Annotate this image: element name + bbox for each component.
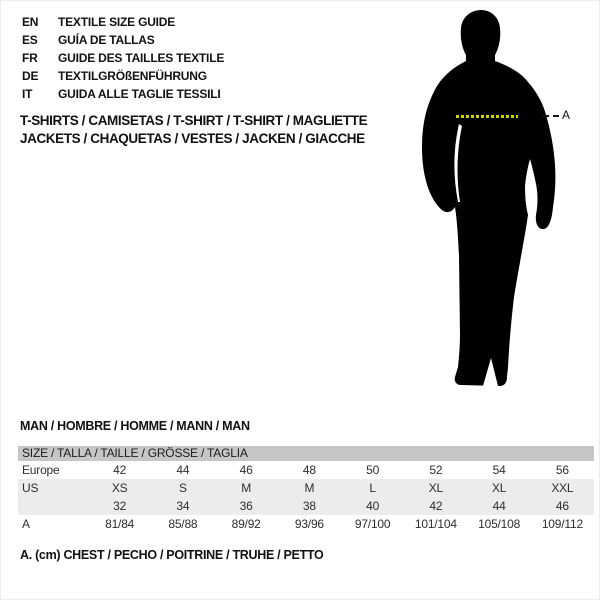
table-row-label: US [22,481,39,495]
section-title-man: MAN / HOMBRE / HOMME / MANN / MAN [20,419,250,433]
table-cell: 32 [113,499,127,513]
language-code: DE [22,69,39,83]
table-cell: 52 [429,463,443,477]
table-cell: 50 [366,463,380,477]
table-row-label: A [22,517,30,531]
language-label: TEXTILE SIZE GUIDE [58,15,176,29]
table-cell: 93/96 [294,517,324,531]
table-cell: 40 [366,499,380,513]
table-cell: 38 [302,499,316,513]
category-line-tshirts: T-SHIRTS / CAMISETAS / T-SHIRT / T-SHIRT / MAGLIETTE [20,113,368,128]
table-cell: M [241,481,252,495]
table-row [18,515,594,533]
language-code: ES [22,33,38,47]
table-cell: 109/112 [541,517,583,531]
size-table-body [18,461,594,533]
table-cell: 34 [176,499,190,513]
language-label: GUIDE DES TAILLES TEXTILE [58,51,225,65]
category-line-jackets: JACKETS / CHAQUETAS / VESTES / JACKEN / GIACCHE [20,131,365,146]
table-cell: 46 [555,499,569,513]
table-cell: S [178,481,187,495]
table-row [18,461,594,479]
table-cell: 36 [239,499,253,513]
language-code: EN [22,15,39,29]
chest-measure-line [456,115,518,118]
language-label: TEXTILGRÖßENFÜHRUNG [58,69,207,83]
table-cell: 44 [492,499,506,513]
man-silhouette [415,8,565,393]
table-cell: 97/100 [354,517,391,531]
table-cell: M [304,481,315,495]
language-code: IT [22,87,33,101]
table-cell: 46 [239,463,253,477]
table-row [18,497,594,515]
measurement-footnote: A. (cm) CHEST / PECHO / POITRINE / TRUHE / PETTO [20,548,324,562]
size-table [18,446,594,533]
table-cell: 42 [113,463,127,477]
table-cell: 56 [555,463,569,477]
table-cell: 85/88 [168,517,198,531]
table-row-label: Europe [22,463,60,477]
language-label: GUIDA ALLE TAGLIE TESSILI [58,87,221,101]
table-cell: 54 [492,463,506,477]
table-cell: 105/108 [478,517,521,531]
measure-label-a: A [562,108,570,122]
table-cell: L [369,481,376,495]
table-cell: 81/84 [105,517,135,531]
table-cell: 48 [302,463,316,477]
table-cell: XL [428,481,444,495]
table-cell: 101/104 [414,517,457,531]
table-cell: XS [111,481,128,495]
table-cell: XL [491,481,507,495]
size-table-header: SIZE / TALLA / TAILLE / GRÖSSE / TAGLIA [18,446,594,461]
language-code: FR [22,51,38,65]
table-cell: 89/92 [231,517,261,531]
measure-leader-line [543,115,559,117]
table-cell: 42 [429,499,443,513]
language-label: GUÍA DE TALLAS [58,33,155,47]
table-cell: XXL [551,481,574,495]
table-row [18,479,594,497]
table-cell: 44 [176,463,190,477]
table-row-label [18,497,88,515]
